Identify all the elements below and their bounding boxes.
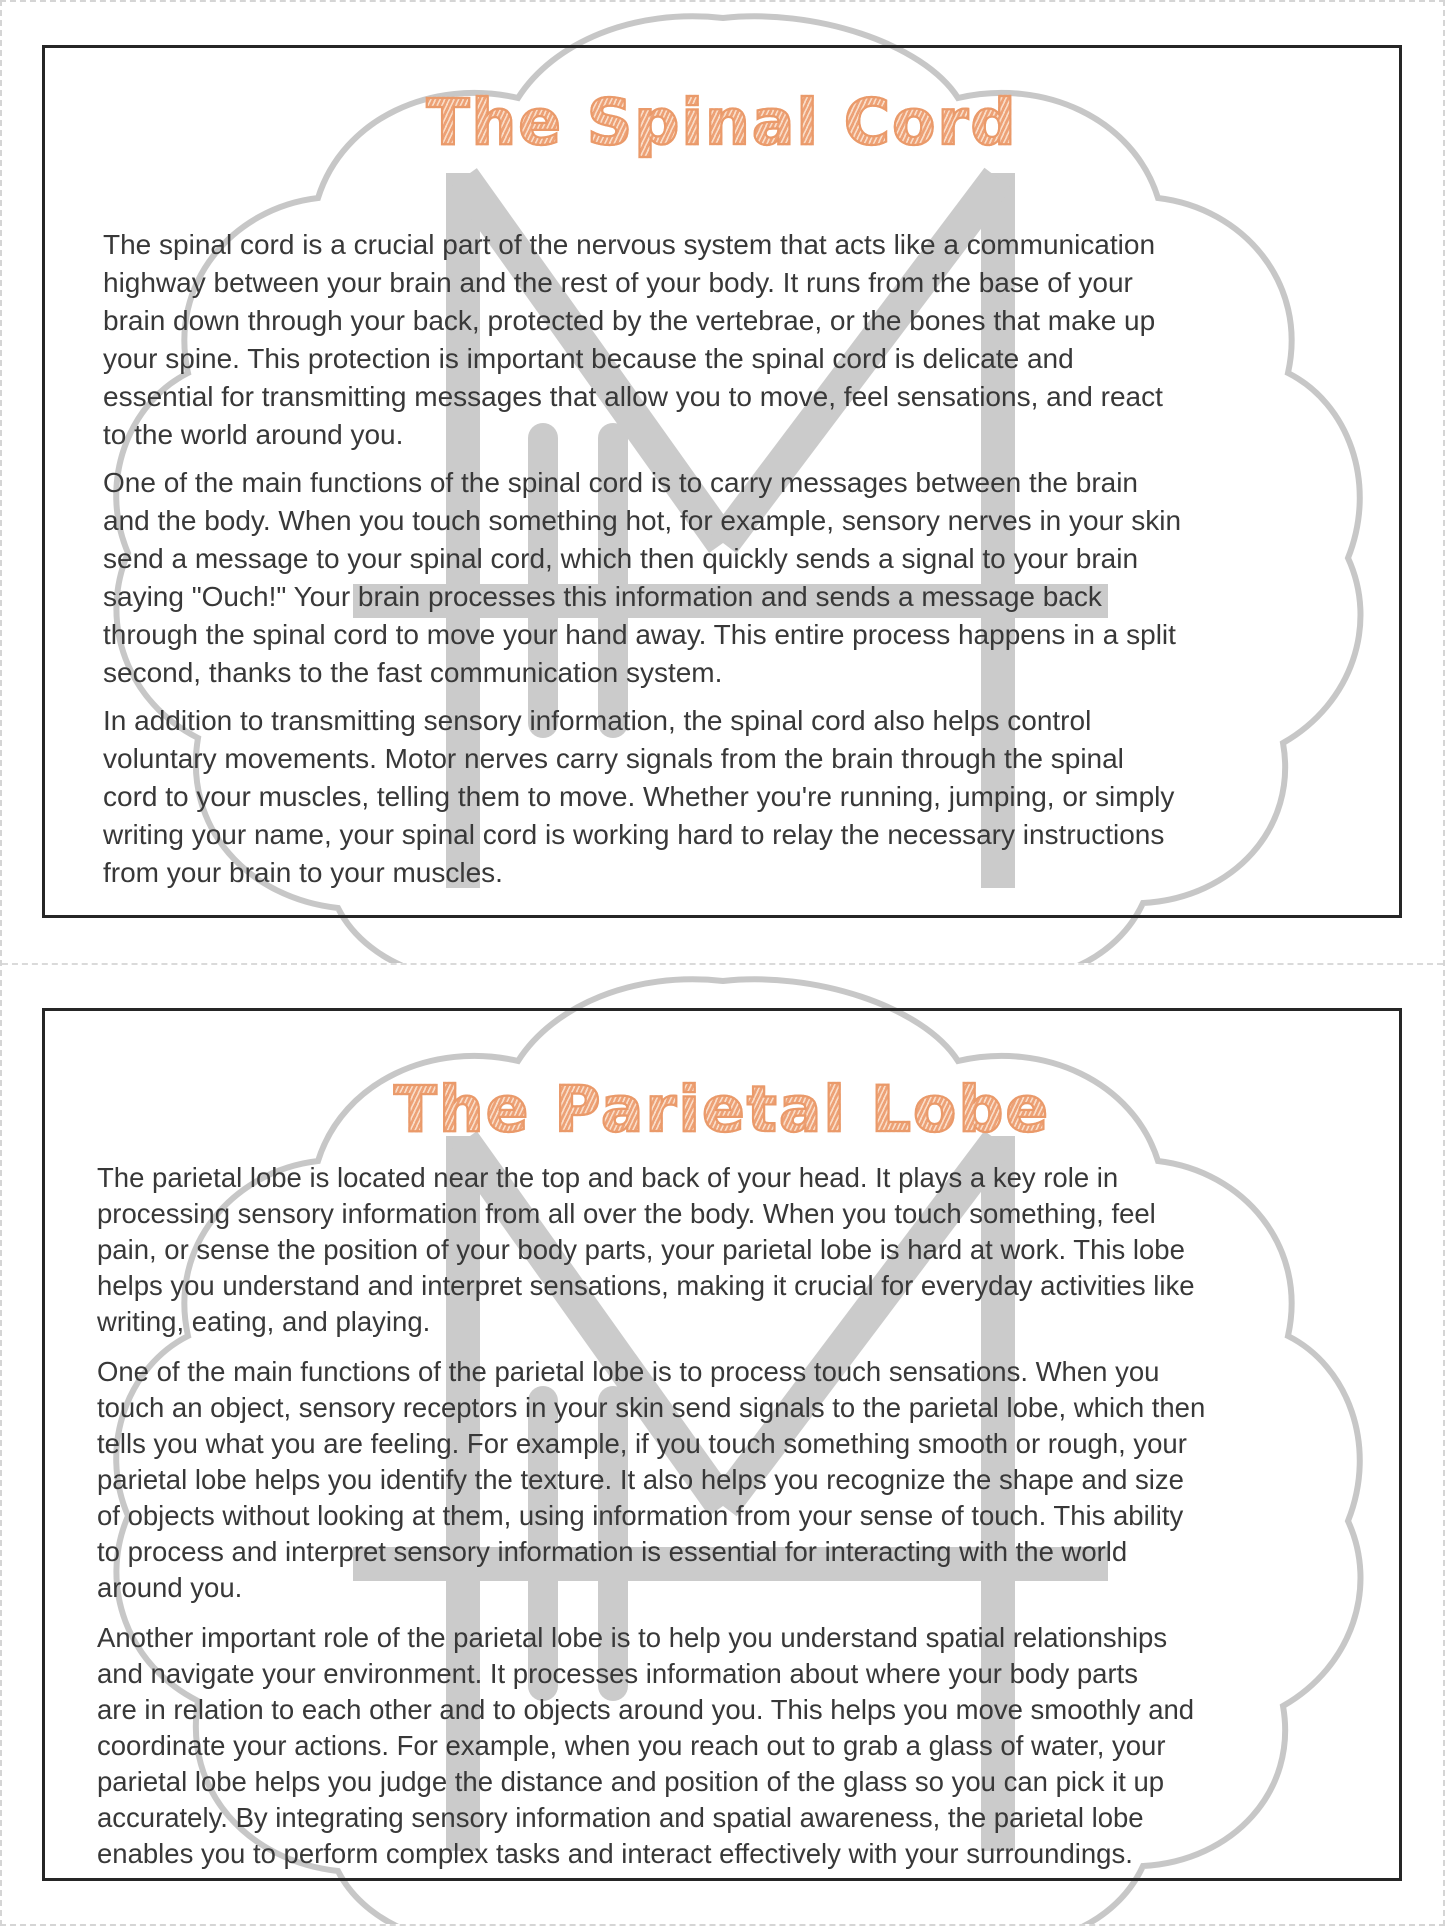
text-line: processing sensory information from all over the body. When you touch something, feel: [97, 1198, 1156, 1229]
text-line: The spinal cord is a crucial part of the nervous system that acts like a communication: [103, 229, 1156, 260]
text-line: saying "Ouch!" Your brain processes this information and sends a message back: [103, 581, 1102, 612]
text-line: touch an object, sensory receptors in your skin send signals to the parietal lobe, which then: [97, 1392, 1206, 1423]
text-line: are in relation to each other and to objects around you. This helps you move smoothly and: [97, 1694, 1195, 1725]
text-line: from your brain to your muscles.: [103, 857, 503, 888]
text-line: essential for transmitting messages that allow you to move, feel sensations, and react: [103, 381, 1163, 412]
text-line: cord to your muscles, telling them to move. Whether you're running, jumping, or simply: [103, 781, 1175, 812]
text-line: and the body. When you touch something hot, for example, sensory nerves in your skin: [103, 505, 1182, 536]
card-title-parietal-lobe: The Parietal Lobe: [45, 1071, 1399, 1149]
text-line: to process and interpret sensory information is essential for interacting with the world: [97, 1536, 1128, 1567]
text-line: highway between your brain and the rest of your body. It runs from the base of your: [103, 267, 1133, 298]
card-body-parietal-lobe: [97, 1160, 1371, 1872]
paragraph: [103, 464, 1365, 692]
flashcard-spinal-cord: [42, 45, 1402, 918]
text-line: In addition to transmitting sensory information, the spinal cord also helps control: [103, 705, 1092, 736]
text-line: of objects without looking at them, using information from your sense of touch. This ability: [97, 1500, 1184, 1531]
text-line: helps you understand and interpret sensations, making it crucial for everyday activities like: [97, 1270, 1195, 1301]
card-body-spinal-cord: [103, 226, 1365, 892]
text-line: parietal lobe helps you identify the texture. It also helps you recognize the shape and size: [97, 1464, 1184, 1495]
text-line: and navigate your environment. It processes information about where your body parts: [97, 1658, 1138, 1689]
text-line: One of the main functions of the spinal cord is to carry messages between the brain: [103, 467, 1139, 498]
text-line: writing your name, your spinal cord is working hard to relay the necessary instructions: [103, 819, 1165, 850]
text-line: writing, eating, and playing.: [97, 1306, 431, 1337]
paragraph: [97, 1160, 1371, 1340]
text-line: your spine. This protection is important because the spinal cord is delicate and: [103, 343, 1074, 374]
text-line: Another important role of the parietal lobe is to help you understand spatial relationships: [97, 1622, 1168, 1653]
text-line: to the world around you.: [103, 419, 404, 450]
text-line: pain, or sense the position of your body parts, your parietal lobe is hard at work. This lobe: [97, 1234, 1185, 1265]
text-line: accurately. By integrating sensory information and spatial awareness, the parietal lobe: [97, 1802, 1144, 1833]
text-line: tells you what you are feeling. For example, if you touch something smooth or rough, your: [97, 1428, 1187, 1459]
card-half-parietal-lobe: [2, 965, 1443, 1926]
text-line: parietal lobe helps you judge the distance and position of the glass so you can pick it up: [97, 1766, 1165, 1797]
card-half-spinal-cord: [2, 2, 1443, 963]
paragraph: [97, 1354, 1371, 1606]
paragraph: [97, 1620, 1371, 1872]
card-title-spinal-cord: The Spinal Cord: [45, 84, 1399, 162]
text-line: coordinate your actions. For example, when you reach out to grab a glass of water, your: [97, 1730, 1166, 1761]
text-line: The parietal lobe is located near the top and back of your head. It plays a key role in: [97, 1162, 1119, 1193]
text-line: around you.: [97, 1572, 243, 1603]
text-line: enables you to perform complex tasks and interact effectively with your surroundings.: [97, 1838, 1133, 1869]
paragraph: [103, 702, 1365, 892]
text-line: through the spinal cord to move your hand away. This entire process happens in a split: [103, 619, 1176, 650]
text-line: One of the main functions of the parietal lobe is to process touch sensations. When you: [97, 1356, 1160, 1387]
text-line: voluntary movements. Motor nerves carry signals from the brain through the spinal: [103, 743, 1124, 774]
text-line: second, thanks to the fast communication system.: [103, 657, 723, 688]
paragraph: [103, 226, 1365, 454]
text-line: send a message to your spinal cord, which then quickly sends a signal to your brain: [103, 543, 1139, 574]
horizontal-cut-line: [2, 963, 1443, 965]
text-line: brain down through your back, protected by the vertebrae, or the bones that make up: [103, 305, 1156, 336]
flashcard-parietal-lobe: [42, 1008, 1402, 1881]
